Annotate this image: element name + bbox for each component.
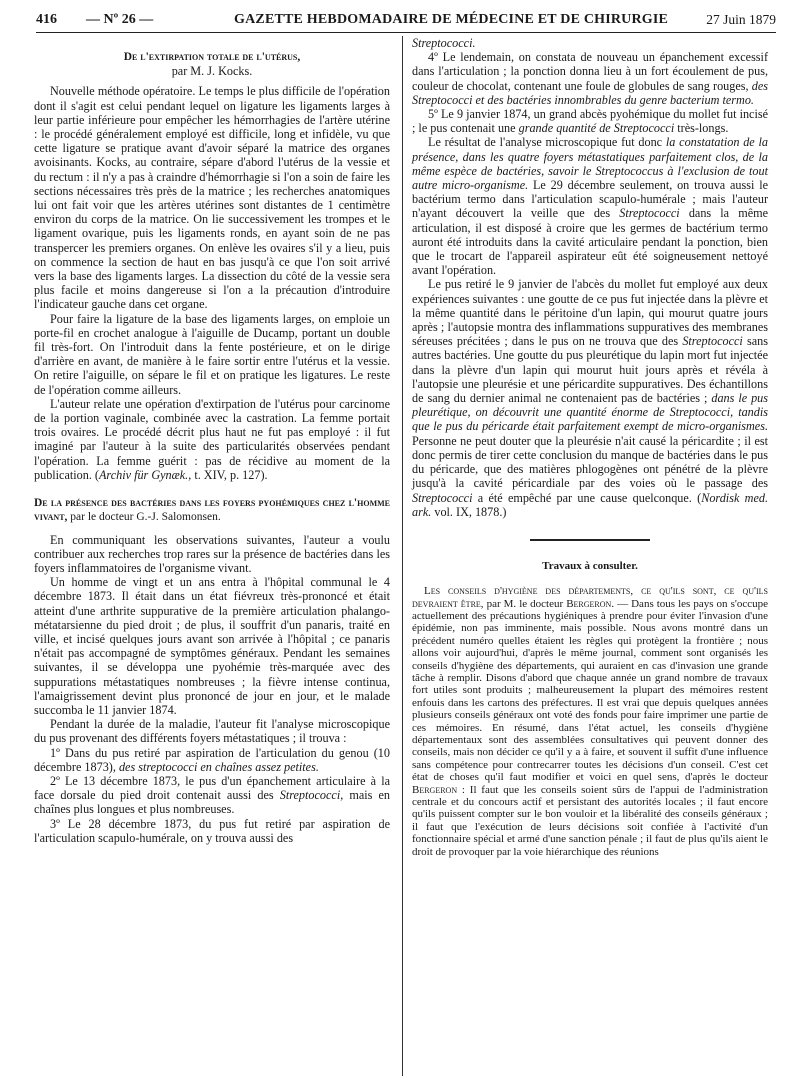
article1-paragraph: Nouvelle méthode opératoire. Le temps le plus difficile de l'opération dont il s'agit est celui pendant lequel on ligature les ligaments larges à leur partie inférieure pour empêcher les hémorrhagies de l'artère utérine : le procédé généralement employé est difficile, long et infidèle, vu que cette ligature se pratique avant d'avoir séparé la matrice des organes avoisinants. Kocks, au contraire, sépare d'abord l'utérus de la vessie et du rectum : il n'y a pas à craindre d'hémorrhagie si l'on a soin de faire les sections nécessaires très près de la matrice ; les recherches anatomiques lui ont fait voir que les artères utérines sont distantes de 1 centimètre environ du corps de la matrice. On lie successivement les trompes et le ligament ovarique, puis les ligaments ronds, en ayant soin de ne pas transpercer les premiers organes. On enlève les ovaires s'il y a lieu, puis on commence la section de haut en bas jusqu'à ce que l'on soit arrivé vers la base des ligaments larges. La dissection du côté de la vessie sera plus facile et moins dangereuse si l'on a la précaution d'introduire l'indicateur gauche dans cet organe. bbox=[34, 84, 390, 312]
observation-continuation: Streptococci. bbox=[412, 36, 476, 50]
article2-paragraph: En communiquant les observations suivantes, l'auteur a voulu contribuer aux recherches trop rares sur la présence de bactéries dans les foyers inflammatoires de l'organisme vivant. bbox=[34, 532, 390, 575]
section2-paragraph: Les conseils d'hygiène des départements, ce qu'ils sont, ce qu'ils devraient être, par M. le docteur Bergeron. — Dans tous les pays on s'occupe actuellement des précautions hygiéniques à prendre pour éviter l'invasion d'une épidémie, non pas imminente, mais possible. Nous avons montré dans un précédent numéro quelles étaient les règles qui protègent la frontière ; nous allons voir aujourd'hui, d'après le même journal, comment sont organisés les conseils d'hygiène des départements, qui auraient en cas d'invasion une grande tâche à remplir. Disons d'abord que chaque année un grand nombre de travaux fort utiles sont produits ; malheureusement la plupart des mémoires restent enfouis dans les cartons des préfectures. Il est vrai que depuis quelques années plusieurs conseils généraux ont voté des fonds pour faire imprimer une partie de ces mémoires. En résumé, dans l'état actuel, les conseils d'hygiène départementaux sont des assemblées consultatives qui peuvent donner des conseils, mais non décider ce qu'il y a à faire, et souvent il suffit d'une influence sans compétence pour contrecarrer toutes les décisions d'un conseil. C'est cet état de choses qu'il faut modifier et voici en quel sens, d'après le docteur Bergeron : Il faut que les conseils soient sûrs de l'appui de l'administration centrale et du concours actif et persistant des autorités locales ; il faut encore qu'ils puissent compter sur le bon vouloir et la libéralité des conseils généraux ; il faut que l'exécution de leurs décisions soit confiée à l'activité d'un fonctionnaire spécial et armé d'une sanction pénale ; il faut de plus qu'ils aient le droit de provoquer par la voie hiérarchique des réunions bbox=[412, 585, 768, 858]
section-rule bbox=[530, 539, 650, 541]
issue-number: — Nº 26 — bbox=[86, 12, 154, 27]
observation-item: 4º Le lendemain, on constata de nouveau un épanchement excessif dans l'articulation ; la ponction donna lieu à un fort écoulement de pus, couleur de chocolat, contenant une foule de globules de sang rouges, des Streptococci et des bactéries innombrables du genre bacterium termo. bbox=[412, 50, 768, 107]
observation-item: 1º Dans du pus retiré par aspiration de l'articulation du genou (10 décembre 1873), des streptococci en chaînes assez petites. bbox=[34, 745, 390, 774]
article2-paragraph: Pendant la durée de la maladie, l'auteur fit l'analyse microscopique du pus provenant des différents foyers métastatiques ; il trouva : bbox=[34, 717, 390, 746]
section-title: Travaux à consulter. bbox=[542, 559, 638, 572]
observation-item: 5º Le 9 janvier 1874, un grand abcès pyohémique du mollet fut incisé ; le pus contenait une grande quantité de Streptococci très-longs. bbox=[412, 107, 768, 136]
article2-paragraph: Un homme de vingt et un ans entra à l'hôpital communal le 4 décembre 1873. Il était dans un état fiévreux très-prononcé et était atteint d'une arthrite suppurative de la première articulation phalango-métatarsienne du pied droit ; de plus, il souffrit d'un panaris, traité en ville, et incisé quelques jours avant son arrivée à l'hôpital ; ce panaris n'était pas accompagné de symptômes généraux. Pendant les semaines suivantes, il se développa une pyohémie très-marquée avec des suppurations métastatiques nombreuses ; la fièvre intense continua, l'amaigrissement devint plus prononcé de jour en jour, et le malade succomba le 11 janvier 1874. bbox=[34, 575, 390, 717]
article1-byline: par M. J. Kocks. bbox=[171, 64, 253, 79]
header-rule bbox=[36, 32, 776, 33]
experiment-paragraph: Le pus retiré le 9 janvier de l'abcès du mollet fut employé aux deux expériences suivantes : une goutte de ce pus fut injectée dans la plèvre et la même quantité dans le péritoine d'un lapin, qui mourut quatre jours après ; l'autopsie montra des inflammations suppuratives des membranes séreuses précitées ; dans le pus on ne trouva que des Streptococci sans autres bactéries. Une goutte du pus pleurétique du lapin mort fut injectée dans la plèvre d'un lapin qui mourut huit jours après et révéla à l'autopsie une pleurésie et une péricardite suppuratives. Des échantillons de sang du dernier animal ne contenaient pas de bactéries ; dans le pus pleurétique, on découvrit une quantité énorme de Streptococci, tandis que le pus du péricarde était parfaitement exempt de micro-organismes. Personne ne peut douter que la pleurésie n'ait causé la péricardite ; il est donc permis de tirer cette conclusion du manque de bactéries dans le pus du péricarde, que des matières phlogogènes ont pénétré de la plèvre jusqu'à la cavité péricardiale par des voies où le passage des Streptococci a été empêché par une cause quelconque. (Nordisk med. ark. vol. IX, 1878.) bbox=[412, 277, 769, 519]
article1-paragraph: L'auteur relate une opération d'extirpation de l'utérus pour carcinome de la portion vaginale, combinée avec la castration. La femme portait trois ovaires. Le procédé décrit plus haut ne fut pas employé : il fut imaginé par l'auteur à la suite des particularités observées pendant l'opération. La femme guérit : pas de récidive au moment de la publication. (Archiv für Gynæk., t. XIV, p. 127). bbox=[34, 396, 390, 482]
column-divider bbox=[402, 36, 403, 1076]
page-header bbox=[36, 10, 776, 32]
article2-heading: De la présence des bactéries dans les foyers pyohémiques chez l'homme vivant, par le docteur G.-J. Salomonsen. bbox=[34, 497, 390, 524]
observation-item: 3º Le 28 décembre 1873, du pus fut retiré par aspiration de l'articulation scapulo-humérale, on y trouva aussi des bbox=[34, 816, 390, 845]
observation-item: 2º Le 13 décembre 1873, le pus d'un épanchement articulaire à la face dorsale du pied droit contenait aussi des Streptococci, mais en chaînes plus longues et plus nombreuses. bbox=[34, 773, 390, 817]
journal-title: GAZETTE HEBDOMADAIRE DE MÉDECINE ET DE CHIRURGIE bbox=[234, 12, 669, 27]
article1-paragraph: Pour faire la ligature de la base des ligaments larges, on emploie un porte-fil en crochet analogue à l'aiguille de Ducamp, portant un double fil très-fort. On l'introduit dans la fente postérieure, et on le dirige d'arrière en avant, de manière à le faire sortir entre l'utérus et la vessie. On retire l'aiguille, on sépare le fil et on pratique les ligatures. Le reste de l'opération comme ailleurs. bbox=[34, 311, 390, 397]
result-paragraph: Le résultat de l'analyse microscopique fut donc la constatation de la présence, dans les quatre foyers métastatiques parfaitement clos, de la même espèce de bactéries, savoir le Streptococcus à l'exclusion de tout autre micro-organisme. Le 29 décembre seulement, on trouva aussi le bactérium termo dans l'articulation scapulo-humérale ; mais l'auteur n'ayant découvert la veille que des Streptococci dans la même articulation, il est disposé à croire que les germes de bactérium termo auront été introduits dans la cavité articulaire pendant la ponction, bien que le trocart de l'appareil aspirateur eût été soigneusement nettoyé avant l'opération. bbox=[412, 135, 768, 278]
page-number: 416 bbox=[36, 12, 57, 27]
issue-date: 27 Juin 1879 bbox=[706, 12, 776, 27]
left-column bbox=[34, 36, 390, 845]
section2-body bbox=[412, 585, 768, 858]
article1-title: De l'extirpation totale de l'utérus, bbox=[123, 51, 301, 63]
right-column bbox=[412, 36, 768, 858]
